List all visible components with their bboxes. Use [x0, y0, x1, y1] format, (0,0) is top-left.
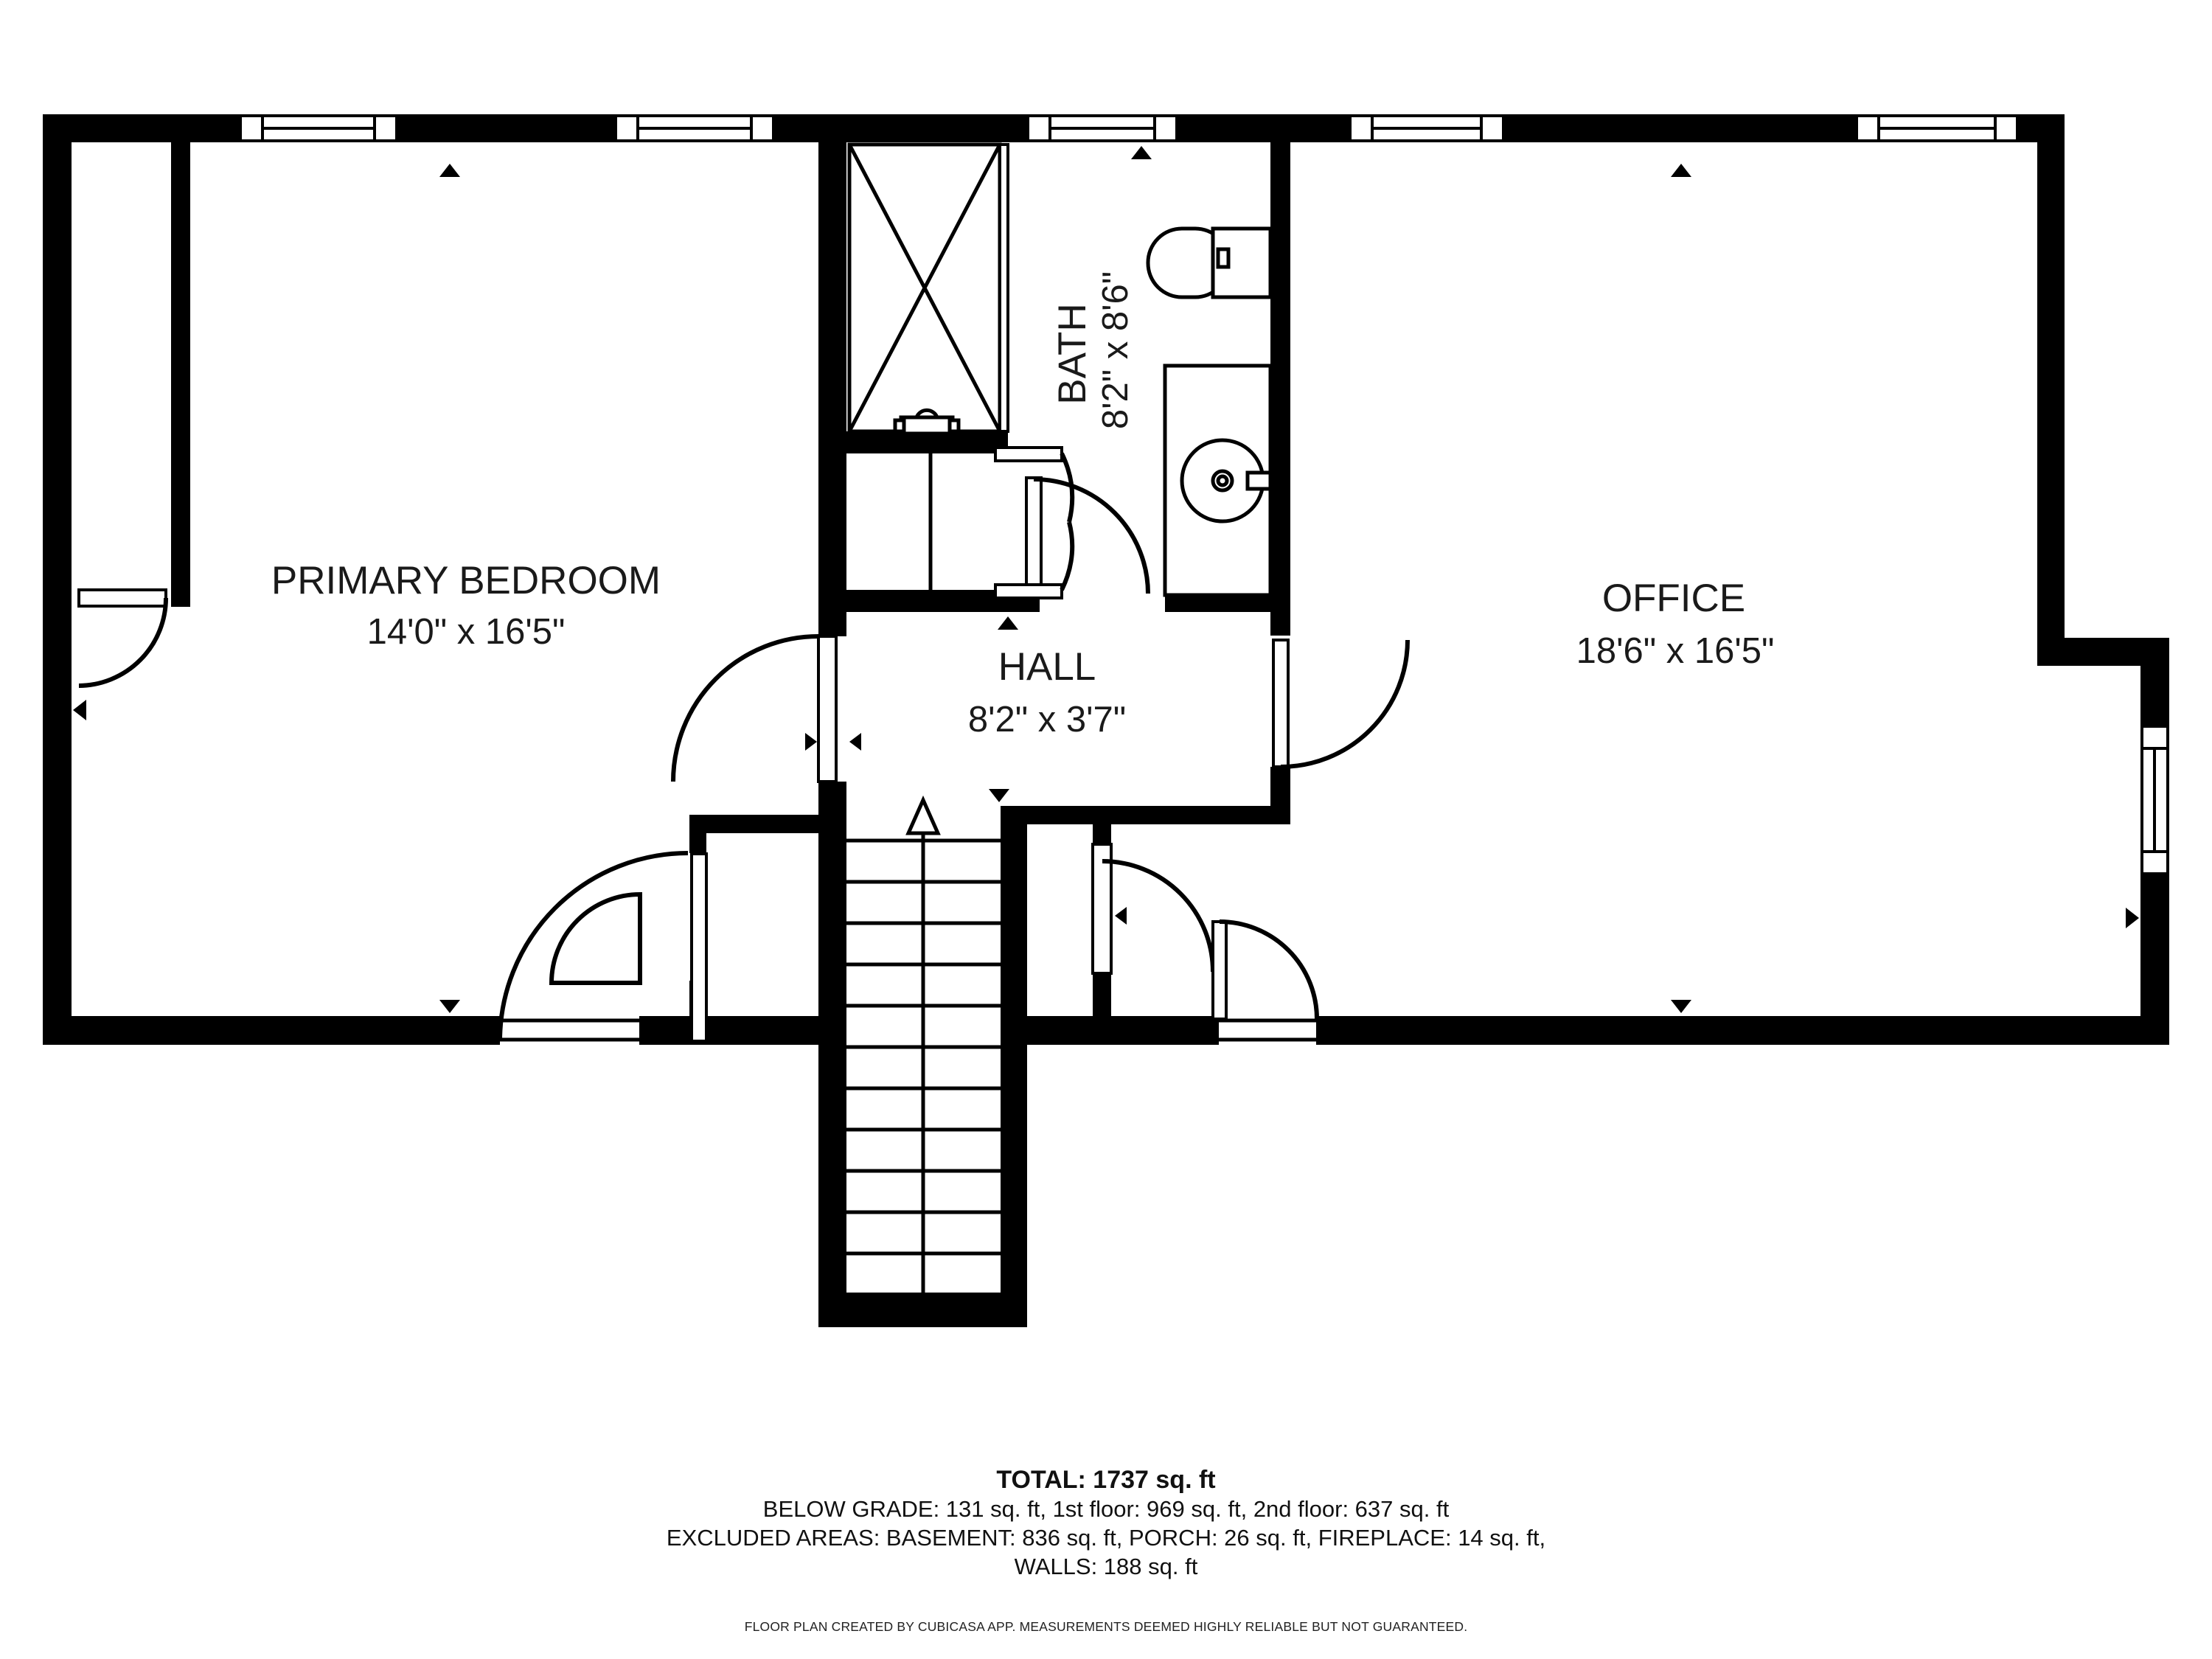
marker-right-icon: [805, 733, 817, 751]
stair-closet-door-swing: [1093, 844, 1213, 973]
office-exterior-door-swing: [1213, 922, 1317, 1040]
window-icon: [616, 116, 773, 141]
window-icon: [1857, 116, 2017, 141]
room-dimensions-primary-bedroom: 14'0" x 16'5": [366, 612, 566, 652]
window-icon: [1350, 116, 1503, 141]
room-dimensions-hall: 8'2" x 3'7": [967, 700, 1127, 740]
area-summary: [0, 1466, 2212, 1581]
bifold-closet-doors: [931, 448, 1072, 598]
total-area: TOTAL: 1737 sq. ft: [996, 1466, 1216, 1494]
closet-door-swing: [79, 590, 166, 686]
marker-up-icon: [998, 616, 1018, 630]
marker-down-icon: [989, 789, 1009, 802]
hall-office-door-swing: [1273, 640, 1408, 767]
marker-up-icon: [439, 164, 460, 177]
room-label-bath: BATH: [1051, 303, 1094, 405]
excluded-areas: EXCLUDED AREAS: BASEMENT: 836 sq. ft, PORCH: 26 sq. ft, FIREPLACE: 14 sq. ft,: [666, 1525, 1546, 1551]
window-icon: [2142, 726, 2168, 874]
marker-up-icon: [1671, 164, 1691, 177]
walls-area: WALLS: 188 sq. ft: [1014, 1554, 1198, 1579]
room-label-hall: HALL: [998, 645, 1096, 689]
marker-left-icon: [73, 700, 86, 720]
bath-door-swing: [1026, 478, 1148, 594]
room-dimensions-bath: 8'2" x 8'6": [1096, 271, 1135, 430]
window-icon: [240, 116, 397, 141]
shower-icon: [849, 145, 1008, 434]
marker-up-icon: [1131, 146, 1152, 159]
room-label-office: OFFICE: [1601, 577, 1746, 620]
sink-vanity-icon: [1165, 366, 1270, 595]
bedroom-exterior-door-swing: [500, 853, 706, 1041]
floor-areas: BELOW GRADE: 131 sq. ft, 1st floor: 969 sq. ft, 2nd floor: 637 sq. ft: [762, 1496, 1450, 1522]
marker-right-icon: [2126, 908, 2139, 928]
stairs-icon: [846, 800, 1001, 1293]
window-icon: [1028, 116, 1177, 141]
marker-left-icon: [1115, 907, 1127, 925]
marker-down-icon: [439, 1000, 460, 1013]
toilet-icon: [1148, 229, 1270, 297]
bedroom-hall-door-swing: [673, 636, 836, 782]
room-label-primary-bedroom: PRIMARY BEDROOM: [271, 559, 661, 602]
marker-left-icon: [849, 733, 861, 751]
disclaimer: FLOOR PLAN CREATED BY CUBICASA APP. MEASUREMENTS DEEMED HIGHLY RELIABLE BUT NOT GUARANTEED.: [744, 1619, 1468, 1634]
room-dimensions-office: 18'6" x 16'5": [1576, 631, 1775, 671]
marker-down-icon: [1671, 1000, 1691, 1013]
